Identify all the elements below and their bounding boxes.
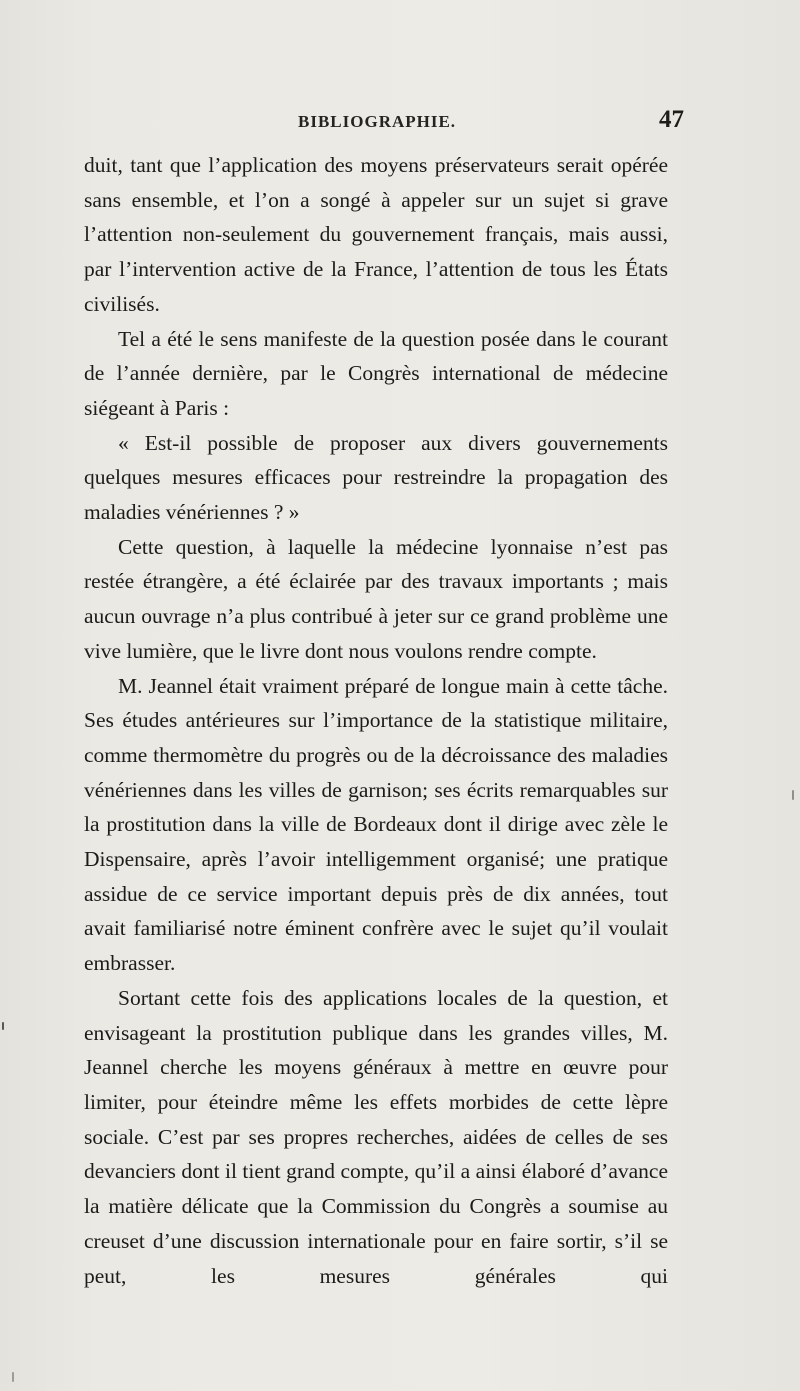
page-number: 47 [659,106,684,133]
paper-speck [2,1022,4,1030]
paragraph-continuation: duit, tant que l’application des moyens préservateurs serait opérée sans ensemble, et l’on a songé à appeler sur un sujet si grave l’attention non-seulement du gouvernement français, mais aussi, par l’intervention active de la France, l’attention de tous les États civilisés. [84,153,668,316]
running-head: BIBLIOGRAPHIE. [298,112,457,131]
paragraph: Cette question, à laquelle la médecine lyonnaise n’est pas restée étrangère, a été éclairée par des travaux importants ; mais aucun ouvrage n’a plus contribué à jeter sur ce grand problème une vive lumière, que le livre dont nous voulons rendre compte. [84,534,668,663]
page-header [84,106,684,148]
paragraph: Sortant cette fois des applications locales de la question, et envisageant la prostitution publique dans les grandes villes, M. Jeannel cherche les moyens généraux à mettre en œuvre pour limiter, pour éteindre même les effets morbides de cette lèpre sociale. C’est par ses propres recherches, aidées de celles de ses devanciers dont il tient grand compte, qu’il a ainsi élaboré d’avance la matière délicate que la Commission du Congrès a soumise au creuset d’une discussion internationale pour en faire sortir, s’il se peut, les mesures générales qui [84,985,668,1288]
paragraph-quotation: « Est-il possible de proposer aux divers gouvernements quelques mesures efficaces pour restreindre la propagation des maladies vénériennes ? » [84,430,668,525]
body-text [84,148,668,1293]
paper-speck [12,1372,14,1382]
paper-speck [792,790,794,800]
paragraph: M. Jeannel était vraiment préparé de longue main à cette tâche. Ses études antérieures sur l’importance de la statistique militaire, comme thermomètre du progrès ou de la décroissance des maladies vénériennes dans les villes de garnison; ses écrits remarquables sur la prostitution dans la ville de Bordeaux dont il dirige avec zèle le Dispensaire, après l’avoir intelligemment organisé; une pratique assidue de ce service important depuis près de dix années, tout avait familiarisé notre éminent confrère avec le sujet qu’il voulait embrasser. [84,673,668,976]
paragraph: Tel a été le sens manifeste de la question posée dans le courant de l’année dernière, par le Congrès international de médecine siégeant à Paris : [84,326,668,420]
